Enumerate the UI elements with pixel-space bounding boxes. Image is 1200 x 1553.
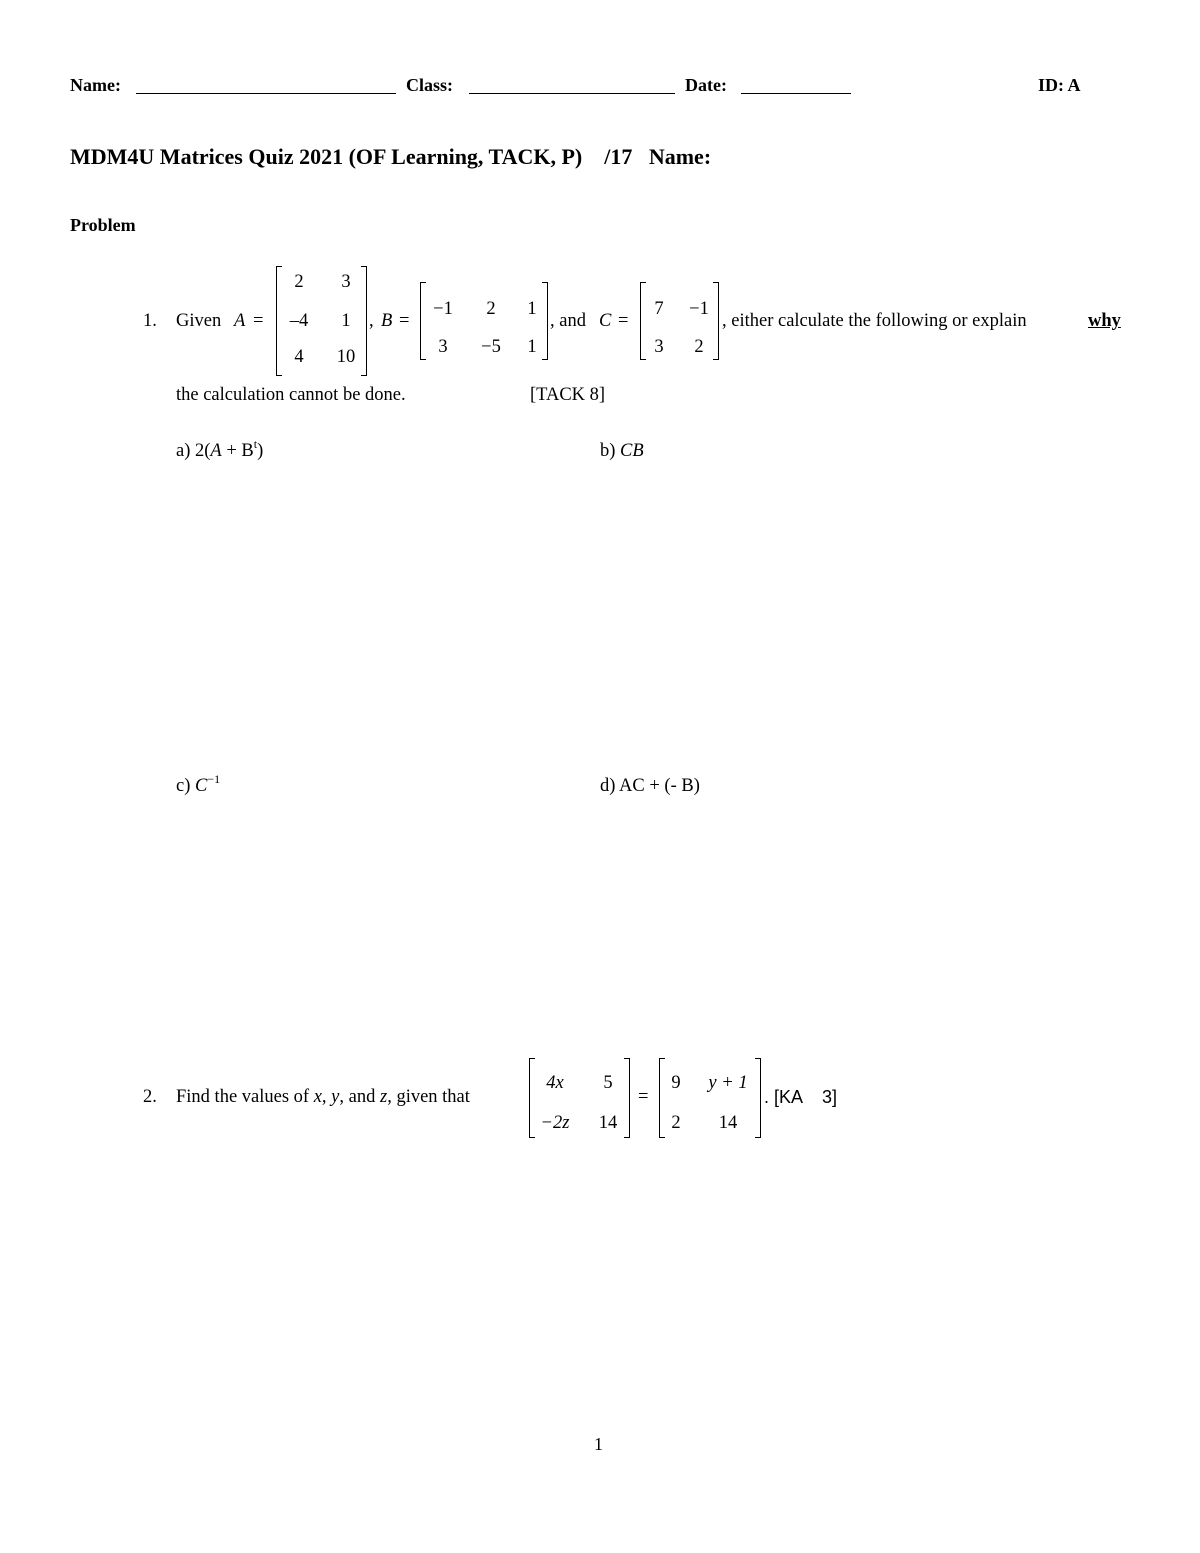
matrix-cell: −1 bbox=[689, 299, 709, 319]
matrix-cell: y + 1 bbox=[708, 1073, 748, 1093]
q2-number: 2. bbox=[143, 1087, 157, 1107]
matrix-cell: 3 bbox=[438, 337, 448, 357]
quiz-title: MDM4U Matrices Quiz 2021 (OF Learning, TACK, P) /17 Name: bbox=[70, 144, 712, 169]
section-heading: Problem bbox=[70, 215, 136, 235]
part-b-text: CB bbox=[620, 441, 644, 461]
id-label: ID: A bbox=[1038, 75, 1081, 95]
q1-line2: the calculation cannot be done. bbox=[176, 385, 406, 405]
q1-and: , and bbox=[550, 311, 586, 331]
q2-r-right-bracket bbox=[755, 1058, 761, 1138]
q2-text-post: , given that bbox=[387, 1087, 470, 1107]
q1-B-eq: = bbox=[399, 311, 410, 331]
name-label: Name: bbox=[70, 75, 121, 95]
part-a-end: ) bbox=[257, 441, 264, 461]
page-number: 1 bbox=[594, 1434, 603, 1454]
q2-y: y bbox=[331, 1087, 340, 1107]
matrix-cell: 4x bbox=[546, 1073, 564, 1093]
matrix-cell: −5 bbox=[481, 337, 501, 357]
q1-C-label: C bbox=[599, 311, 612, 331]
matrix-cell: 2 bbox=[694, 337, 704, 357]
matrix-cell: 14 bbox=[598, 1113, 618, 1133]
date-blank[interactable] bbox=[741, 78, 851, 99]
part-a-mid: + B bbox=[221, 441, 254, 461]
q1-marks: [TACK 8] bbox=[530, 385, 606, 405]
part-c-text: C bbox=[195, 776, 208, 796]
q1-part-d bbox=[600, 776, 700, 797]
part-d-text: AC + (- B) bbox=[619, 776, 700, 796]
matrix-cell: 10 bbox=[336, 347, 356, 367]
matrix-cell: 1 bbox=[341, 311, 351, 331]
q2-marks: . [KA 3] bbox=[764, 1087, 838, 1107]
q1-number: 1. bbox=[143, 311, 157, 331]
matrix-cell: −1 bbox=[433, 299, 453, 319]
matrix-cell: 3 bbox=[341, 272, 351, 292]
q1-given: Given bbox=[176, 311, 222, 331]
part-a-sup: t bbox=[253, 437, 258, 451]
part-a-pre: 2( bbox=[195, 441, 211, 461]
matrix-cell: 4 bbox=[294, 347, 304, 367]
part-c-label: c) bbox=[176, 776, 191, 796]
q1-instructions: , either calculate the following or explain bbox=[722, 311, 1027, 331]
matrix-cell: 1 bbox=[527, 337, 537, 357]
matrix-cell: 9 bbox=[671, 1073, 681, 1093]
matrix-cell: 2 bbox=[486, 299, 496, 319]
matrix-cell: 7 bbox=[654, 299, 664, 319]
q1-why: why bbox=[1088, 311, 1121, 331]
matrix-cell: 1 bbox=[527, 299, 537, 319]
part-a-A: A bbox=[210, 441, 222, 461]
matrix-cell: 3 bbox=[654, 337, 664, 357]
q2-x: x bbox=[313, 1087, 322, 1107]
matrix-cell: −2z bbox=[540, 1113, 570, 1133]
date-label: Date: bbox=[685, 75, 727, 95]
q1-C-eq: = bbox=[618, 311, 629, 331]
q1-part-c bbox=[176, 772, 221, 797]
q2-text-pre: Find the values of bbox=[176, 1087, 310, 1107]
matrix-cell: 5 bbox=[603, 1073, 613, 1093]
q2-z: z bbox=[379, 1087, 388, 1107]
q1-B-label: B bbox=[381, 311, 393, 331]
q1-part-b bbox=[600, 441, 644, 462]
q2-comma2: , and bbox=[339, 1087, 376, 1107]
q2-comma1: , bbox=[321, 1087, 327, 1107]
q1-part-a bbox=[176, 437, 264, 462]
q2-eq: = bbox=[638, 1087, 649, 1107]
matrix-cell: 14 bbox=[718, 1113, 738, 1133]
class-label: Class: bbox=[406, 75, 454, 95]
matrix-cell: –4 bbox=[289, 311, 309, 331]
class-blank[interactable] bbox=[469, 78, 675, 99]
part-b-label: b) bbox=[600, 441, 616, 461]
part-a-label: a) bbox=[176, 441, 191, 461]
name-blank[interactable] bbox=[136, 78, 396, 99]
part-c-sup: −1 bbox=[207, 772, 221, 786]
q1-A-eq: = bbox=[253, 311, 264, 331]
matrix-cell: 2 bbox=[671, 1113, 681, 1133]
part-d-label: d) bbox=[600, 776, 616, 796]
q1-A-label: A bbox=[234, 311, 246, 331]
q1-sep: , bbox=[369, 311, 374, 331]
matrix-cell: 2 bbox=[294, 272, 304, 292]
q2-text bbox=[176, 1087, 470, 1108]
